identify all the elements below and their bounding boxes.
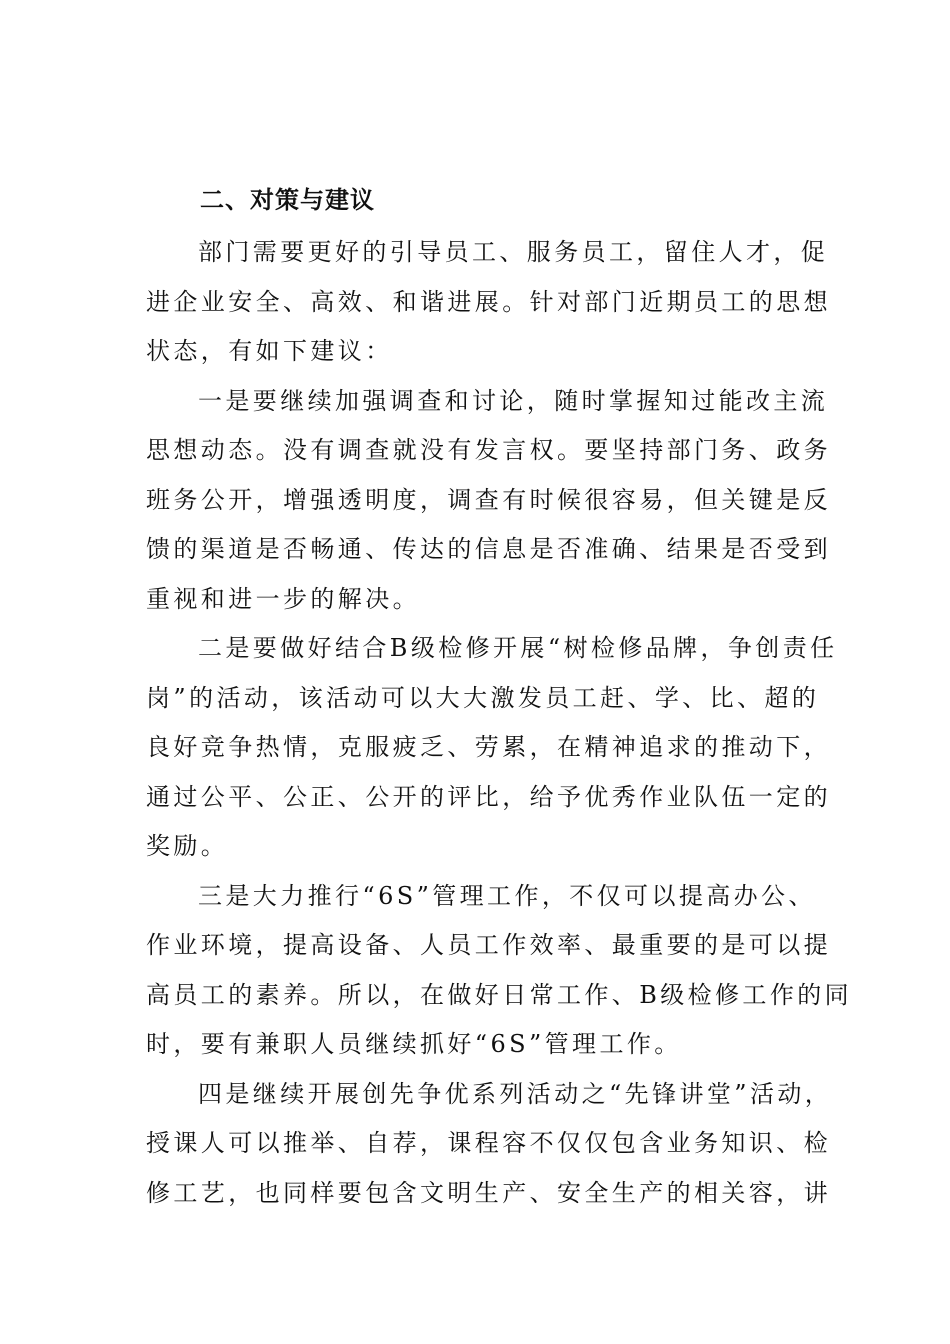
paragraph-suggestion-4	[146, 1070, 833, 1219]
paragraph-line: 作业环境，提高设备、人员工作效率、最重要的是可以提	[146, 931, 831, 959]
paragraph-line: 思想动态。没有调查就没有发言权。要坚持部门务、政务	[146, 436, 831, 464]
paragraph-line: 高员工的素养。所以，在做好日常工作、B级检修工作的同	[146, 980, 853, 1009]
paragraph-line: 班务公开，增强透明度，调查有时候很容易，但关键是反	[146, 485, 831, 514]
paragraph-line: 时，要有兼职人员继续抓好“6S”管理工作。	[146, 1030, 682, 1058]
paragraph-line: 二是要做好结合B级检修开展“树检修品牌，争创责任	[198, 634, 838, 662]
section-heading: 二、对策与建议	[200, 185, 375, 214]
paragraph-line: 岗”的活动，该活动可以大大激发员工赶、学、比、超的	[146, 683, 820, 712]
paragraph-line: 通过公平、公正、公开的评比，给予优秀作业队伍一定的	[146, 782, 831, 811]
paragraph-intro	[146, 228, 831, 377]
paragraph-line: 三是大力推行“6S”管理工作，不仅可以提高办公、	[198, 881, 816, 910]
paragraph-suggestion-2	[146, 624, 838, 872]
paragraph-line: 良好竞争热情，克服疲乏、劳累，在精神追求的推动下，	[146, 733, 831, 761]
paragraph-line: 进企业安全、高效、和谐进展。针对部门近期员工的思想	[146, 287, 831, 316]
document-body	[146, 176, 853, 1218]
paragraph-line: 部门需要更好的引导员工、服务员工，留住人才，促	[198, 238, 829, 266]
paragraph-line: 馈的渠道是否畅通、传达的信息是否准确、结果是否受到	[146, 535, 831, 563]
paragraph-suggestion-3	[146, 872, 853, 1070]
paragraph-line: 四是继续开展创先争优系列活动之“先锋讲堂”活动，	[198, 1079, 833, 1108]
paragraph-line: 修工艺，也同样要包含文明生产、安全生产的相关容，讲	[146, 1178, 831, 1207]
paragraph-line: 重视和进一步的解决。	[146, 584, 420, 613]
paragraph-suggestion-1	[146, 377, 831, 625]
paragraph-line: 授课人可以推举、自荐，课程容不仅仅包含业务知识、检	[146, 1129, 831, 1157]
paragraph-line: 奖励。	[146, 832, 229, 860]
paragraph-line: 一是要继续加强调查和讨论，随时掌握知过能改主流	[198, 386, 829, 415]
paragraph-line: 状态，有如下建议：	[146, 337, 393, 365]
